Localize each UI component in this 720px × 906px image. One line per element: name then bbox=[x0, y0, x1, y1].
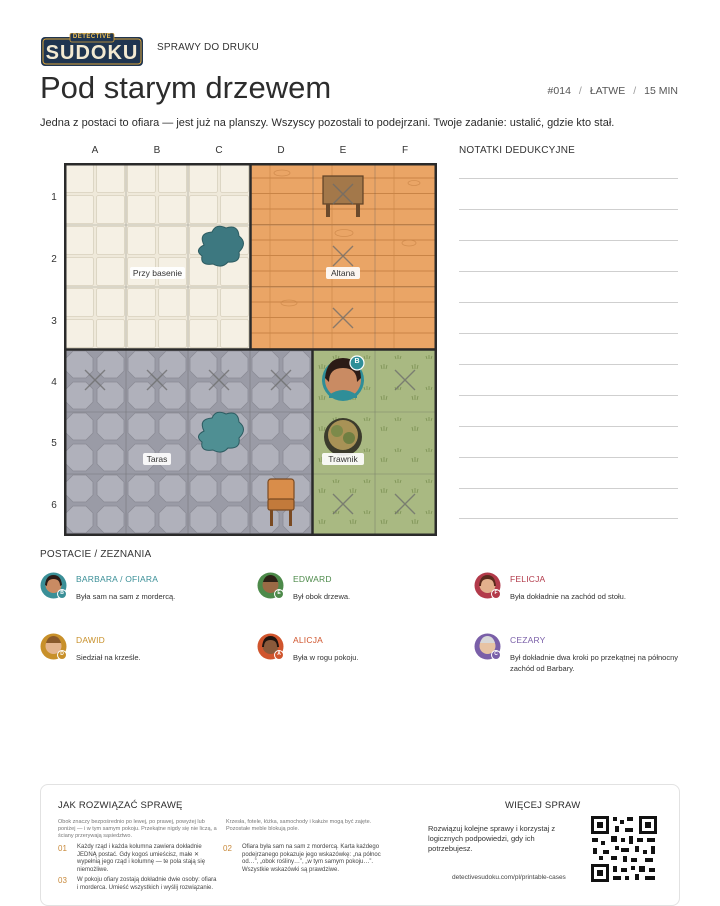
note-line[interactable] bbox=[459, 395, 678, 396]
badge-alicja: A bbox=[277, 651, 281, 657]
note-line[interactable] bbox=[459, 271, 678, 272]
col-header-f: F bbox=[401, 145, 409, 156]
logo-top-text: DETECTIVE bbox=[72, 34, 112, 40]
note-line[interactable] bbox=[459, 457, 678, 458]
room-label-trawnik: Trawnik bbox=[328, 454, 358, 464]
room-label-taras: Taras bbox=[146, 454, 168, 464]
more-cases-link[interactable]: detectivesudoku.com/pl/printable-cases bbox=[452, 874, 566, 881]
note-line[interactable] bbox=[459, 240, 678, 241]
more-cases-text: Rozwiązuj kolejne sprawy i korzystaj z logicznych podpowiedzi, gdy ich potrzebujesz. bbox=[428, 824, 556, 853]
note-line[interactable] bbox=[459, 333, 678, 334]
step-number: 01 bbox=[58, 844, 67, 853]
note-line[interactable] bbox=[459, 302, 678, 303]
row-header-1: 1 bbox=[51, 192, 57, 203]
qr-code-icon[interactable] bbox=[589, 814, 659, 889]
victim-badge: B bbox=[354, 358, 360, 365]
row-header-2: 2 bbox=[51, 254, 57, 265]
character-statement: Była sam na sam z mordercą. bbox=[76, 592, 176, 601]
difficulty: ŁATWE bbox=[589, 85, 626, 97]
rule-note-furniture: Krzesła, fotele, łóżka, samochody i kałuże mogą być zajęte. Pozostałe meble blokują pole. bbox=[226, 819, 372, 832]
row-header-4: 4 bbox=[51, 377, 57, 388]
rule-note-adjacency: Obok znaczy bezpośrednio po lewej, po prawej, powyżej lub poniżej — i w tym samym pokoju. Przekątne nigdy się nie liczą, a ściany przerywają sąsiedztwo. bbox=[58, 819, 217, 839]
room-label-altana: Altana bbox=[330, 268, 356, 278]
logo-main-text: SUDOKU bbox=[45, 42, 139, 64]
tree-e5 bbox=[324, 418, 362, 456]
character-name: EDWARD bbox=[293, 574, 332, 584]
character-card-felicja bbox=[474, 572, 689, 622]
character-card-alicja bbox=[257, 633, 472, 683]
row-header-3: 3 bbox=[51, 316, 57, 327]
character-statement: Siedział na krześle. bbox=[76, 653, 141, 662]
room-label-przy-basenie: Przy basenie bbox=[132, 268, 183, 278]
col-header-c: C bbox=[215, 145, 223, 156]
game-board bbox=[64, 163, 437, 536]
note-line[interactable] bbox=[459, 488, 678, 489]
col-header-e: E bbox=[339, 145, 347, 156]
character-statement: Była dokładnie na zachód od stołu. bbox=[510, 592, 626, 601]
characters-title: POSTACIE / ZEZNANIA bbox=[40, 549, 152, 560]
note-line[interactable] bbox=[459, 209, 678, 210]
badge-dawid: D bbox=[60, 651, 64, 657]
notes-title: NOTATKI DEDUKCYJNE bbox=[459, 145, 576, 156]
step-number: 02 bbox=[223, 844, 232, 853]
note-line[interactable] bbox=[459, 426, 678, 427]
note-line[interactable] bbox=[459, 364, 678, 365]
how-to-title: JAK ROZWIĄZAĆ SPRAWĘ bbox=[58, 800, 183, 811]
row-header-6: 6 bbox=[51, 500, 57, 511]
footer-panel bbox=[40, 784, 680, 906]
character-statement: Był dokładnie dwa kroki po przekątnej na północny zachód od Barbary. bbox=[510, 653, 679, 673]
col-header-a: A bbox=[91, 145, 99, 156]
page-title: Pod starym drzewem bbox=[40, 70, 332, 105]
logo bbox=[40, 33, 144, 67]
step-text: W pokoju ofiary zostają dokładnie dwie osoby: ofiara i morderca. Umieść wszystkich i wyślij rozwiązanie. bbox=[77, 877, 217, 891]
character-name: FELICJA bbox=[510, 574, 546, 584]
intro-text: Jedna z postaci to ofiara — jest już na planszy. Wszyscy pozostali to podejrzani. Twoje zadanie: ustalić, gdzie kto stał. bbox=[40, 117, 615, 129]
character-name: BARBARA / OFIARA bbox=[76, 574, 159, 584]
case-meta: #014 / ŁATWE / 15 MIN bbox=[547, 85, 678, 97]
character-statement: Był obok drzewa. bbox=[293, 592, 351, 601]
badge-edward: E bbox=[277, 590, 281, 596]
character-card-dawid bbox=[40, 633, 255, 683]
case-number: #014 bbox=[547, 85, 571, 97]
character-name: ALICJA bbox=[293, 635, 324, 645]
step-text: Każdy rząd i każda kolumna zawiera dokładnie JEDNĄ postać. Gdy kogoś umieścisz, małe ✕ wypełnią jego rząd i kolumnę — te pola stają się niemożliwe. bbox=[77, 844, 206, 873]
badge-barbara: B bbox=[60, 590, 64, 596]
note-line[interactable] bbox=[459, 178, 678, 179]
tagline: SPRAWY DO DRUKU bbox=[157, 42, 259, 53]
col-header-d: D bbox=[277, 145, 285, 156]
character-name: DAWID bbox=[76, 635, 106, 645]
row-header-5: 5 bbox=[51, 438, 57, 449]
character-card-barbara bbox=[40, 572, 255, 622]
character-statement: Była w rogu pokoju. bbox=[293, 653, 359, 662]
col-header-b: B bbox=[153, 145, 161, 156]
badge-cezary: C bbox=[494, 651, 498, 657]
step-text: Ofiara była sam na sam z mordercą. Karta każdego podejrzanego pokazuje jego wskazówkę: „na północ od…”, „obok rośliny…”, „w tym samym pokoju…”. Wszystkie wskazówki są prawdziwe. bbox=[242, 844, 381, 873]
duration: 15 MIN bbox=[644, 85, 678, 97]
badge-felicja: F bbox=[494, 590, 498, 596]
character-name: CEZARY bbox=[510, 635, 546, 645]
character-card-edward bbox=[257, 572, 472, 622]
note-line[interactable] bbox=[459, 518, 678, 519]
character-card-cezary bbox=[474, 633, 689, 683]
more-cases-title: WIĘCEJ SPRAW bbox=[505, 800, 581, 811]
step-number: 03 bbox=[58, 876, 67, 885]
